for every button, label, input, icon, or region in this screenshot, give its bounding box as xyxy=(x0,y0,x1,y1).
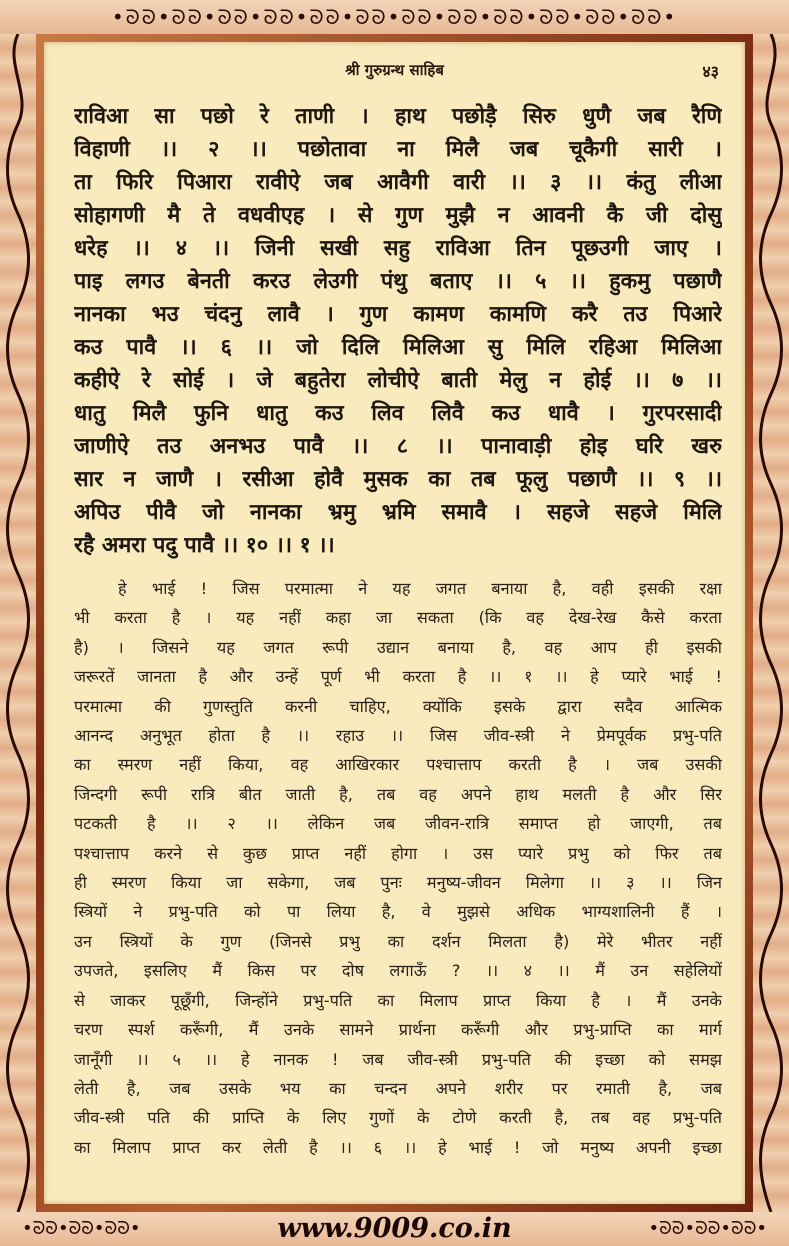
meaning-line: उपजते, इसलिए मैं किस पर दोष लगाऊँ ? ।। ४ ।। मैं उन सहेलियों xyxy=(74,961,722,981)
gurbani-line: सोहागणी मै ते वधवीएह । से गुण मुझै न आवनी कै जी दोसु xyxy=(74,203,722,228)
meaning-line: पश्चात्ताप करने से कुछ प्राप्त नहीं होगा । उस प्यारे प्रभु को फिर तब xyxy=(74,843,722,863)
page-number: ४३ xyxy=(702,62,719,81)
gurbani-line: नानका भउ चंदनु लावै । गुण कामण कामणि करै तउ पिआरे xyxy=(74,302,722,327)
meaning-line: लेती है, जब उसके भय का चन्दन अपने शरीर पर रमाती है, जब xyxy=(74,1078,722,1098)
meaning-line: जानूँगी ।। ५ ।। हे नानक ! जब जीव-स्त्री प्रभु-पति की इच्छा को समझ xyxy=(74,1049,722,1069)
left-ornament-strip xyxy=(0,34,36,1212)
meaning-line: चरण स्पर्श करूँगी, मैं उनके सामने प्रार्थना करूँगी और प्रभु-प्राप्ति का मार्ग xyxy=(74,1020,722,1040)
meaning-line: से जाकर पूछूँगी, जिन्होंने प्रभु-पति का मिलाप प्राप्त किया है । मैं उनके xyxy=(74,990,722,1010)
meaning-line: आनन्द अनुभूत होता है ।। रहाउ ।। जिस जीव-स्त्री ने प्रेमपूर्वक प्रभु-पति xyxy=(74,726,722,746)
gurbani-line: कहीऐ रे सोई । जे बहुतेरा लोचीऐ बाती मेलु न होई ।। ७ ।। xyxy=(74,368,722,393)
right-ornament-strip xyxy=(753,34,789,1212)
bottom-ornament-band xyxy=(0,1212,789,1246)
gurbani-line: सार न जाणै । रसीआ होवै मुसक का तब फूलु पछाणै ।। ९ ।। xyxy=(74,467,722,492)
gurbani-line: धरेह ।। ४ ।। जिनी सखी सहु राविआ तिन पूछउगी जाए । xyxy=(74,236,722,261)
gurbani-line: ता फिरि पिआरा रावीऐ जब आवैगी वारी ।। ३ ।। कंतु लीआ xyxy=(74,170,722,195)
gurbani-line: राविआ सा पछो रे ताणी । हाथ पछोड़ै सिरु धुणै जब रैणि xyxy=(74,104,722,129)
scroll-ornament-icon: •ᘐᘐ•ᘐᘐ•ᘐᘐ• xyxy=(22,1218,141,1239)
top-ornament-band xyxy=(0,0,789,34)
gurbani-line: रहै अमरा पदु पावै ।। १० ।। १ ।। xyxy=(74,533,335,558)
website-url[interactable]: www.9009.co.in xyxy=(277,1213,512,1244)
vine-ornament-icon xyxy=(753,34,789,1212)
page-header xyxy=(44,60,745,84)
hindi-meaning-block xyxy=(74,574,722,1162)
gurbani-line: विहाणी ।। २ ।। पछोतावा ना मिलै जब चूकैगी सारी । xyxy=(74,137,722,162)
scripture-page xyxy=(44,42,745,1204)
meaning-line: है) । जिसने यह जगत रूपी उद्यान बनाया है, वह आप ही इसकी xyxy=(74,637,722,657)
gurbani-line: कउ पावै ।। ६ ।। जो दिलि मिलिआ सु मिलि रहिआ मिलिआ xyxy=(74,335,722,360)
meaning-line: हे भाई ! जिस परमात्मा ने यह जगत बनाया है, वही इसकी रक्षा xyxy=(118,579,722,598)
meaning-line: जरूरतें जानता है और उन्हें पूर्ण भी करता है ।। १ ।। हे प्यारे भाई ! xyxy=(74,667,722,687)
gurbani-line: धातु मिलै फुनि धातु कउ लिव लिवै कउ धावै । गुरपरसादी xyxy=(74,401,722,426)
gurbani-line: अपिउ पीवै जो नानका भ्रमु भ्रमि समावै । सहजे सहजे मिलि xyxy=(74,500,722,525)
meaning-line: भी करता है । यह नहीं कहा जा सकता (कि वह देख-रेख कैसे करता xyxy=(74,608,722,628)
meaning-line: पटकती है ।। २ ।। लेकिन जब जीवन-रात्रि समाप्त हो जाएगी, तब xyxy=(74,814,722,834)
meaning-line: परमात्मा की गुणस्तुति करनी चाहिए, क्योंकि इसके द्वारा सदैव आत्मिक xyxy=(74,696,722,716)
scroll-ornament-icon: •ᘐᘐ•ᘐᘐ•ᘐᘐ• xyxy=(648,1218,767,1239)
meaning-line: का स्मरण नहीं किया, वह आखिरकार पश्चात्ताप करती है । जब उसकी xyxy=(74,755,722,775)
vine-ornament-icon xyxy=(0,34,36,1212)
scroll-ornament-icon: •ᘐᘐ•ᘐᘐ•ᘐᘐ•ᘐᘐ•ᘐᘐ•ᘐᘐ•ᘐᘐ•ᘐᘐ•ᘐᘐ•ᘐᘐ•ᘐᘐ•ᘐᘐ• xyxy=(111,5,678,29)
gurbani-verse-block xyxy=(74,100,722,562)
meaning-line: का मिलाप प्राप्त कर लेती है ।। ६ ।। हे भाई ! जो मनुष्य अपनी इच्छा xyxy=(74,1137,722,1157)
meaning-line: जिन्दगी रूपी रात्रि बीत जाती है, तब वह अपने हाथ मलती है और सिर xyxy=(74,784,722,804)
meaning-line: ही स्मरण किया जा सकेगा, जब पुनः मनुष्य-जीवन मिलेगा ।। ३ ।। जिन xyxy=(74,873,722,893)
meaning-line: स्त्रियों ने प्रभु-पति को पा लिया है, वे मुझसे अधिक भाग्यशालिनी हैं । xyxy=(74,902,722,922)
meaning-line: जीव-स्त्री पति की प्राप्ति के लिए गुणों के टोणे करती है, तब वह प्रभु-पति xyxy=(74,1108,722,1128)
meaning-line: उन स्त्रियों के गुण (जिनसे प्रभु का दर्शन मिलता है) मेरे भीतर नहीं xyxy=(74,931,722,951)
page-title: श्री गुरुग्रन्थ साहिब xyxy=(345,61,444,79)
gurbani-line: जाणीऐ तउ अनभउ पावै ।। ८ ।। पानावाड़ी होइ घरि खरु xyxy=(74,434,722,459)
gurbani-line: पाइ लगउ बेनती करउ लेउगी पंथु बताए ।। ५ ।। हुकमु पछाणै xyxy=(74,269,722,294)
